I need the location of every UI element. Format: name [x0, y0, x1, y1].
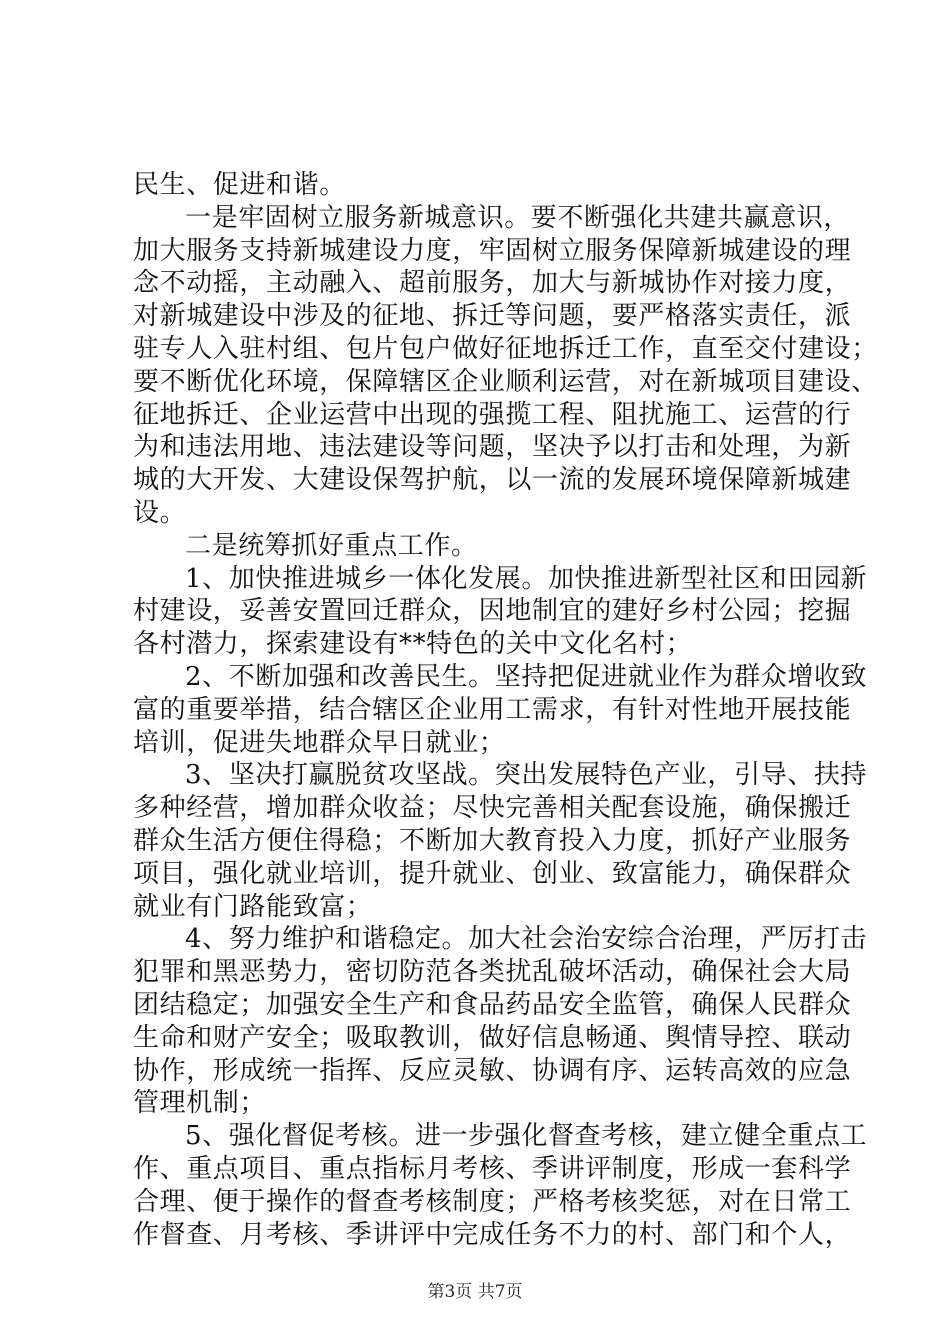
text-line: 1、加快推进城乡一体化发展。加快推进新型社区和田园新 — [185, 563, 868, 594]
document-body — [133, 169, 878, 1251]
text-line: 3、坚决打赢脱贫攻坚战。突出发展特色产业，引导、扶持 — [185, 760, 868, 791]
text-line: 培训，促进失地群众早日就业； — [133, 727, 506, 758]
page-footer: 第3页 共7页 — [427, 1282, 523, 1302]
text-line: 多种经营，增加群众收益；尽快完善相关配套设施，确保搬迁 — [133, 793, 852, 824]
text-line: 犯罪和黑恶势力，密切防范各类扰乱破坏活动，确保社会大局 — [133, 957, 852, 988]
text-line: 团结稳定；加强安全生产和食品药品安全监管，确保人民群众 — [133, 989, 852, 1020]
text-line: 管理机制； — [133, 1088, 267, 1119]
text-line: 2、不断加强和改善民生。坚持把促进就业作为群众增收致 — [185, 661, 868, 692]
text-line: 一是牢固树立服务新城意识。要不断强化共建共赢意识， — [185, 202, 851, 233]
text-line: 合理、便于操作的督查考核制度；严格考核奖惩，对在日常工 — [133, 1186, 852, 1217]
text-line: 驻专人入驻村组、包片包户做好征地拆迁工作，直至交付建设； — [133, 333, 878, 364]
text-line: 加大服务支持新城建设力度，牢固树立服务保障新城建设的理 — [133, 235, 852, 266]
text-line: 设。 — [133, 497, 187, 528]
text-line: 项目，强化就业培训，提升就业、创业、致富能力，确保群众 — [133, 858, 852, 889]
text-line: 就业有门路能致富； — [133, 891, 373, 922]
text-line: 为和违法用地、违法建设等问题，坚决予以打击和处理，为新 — [133, 432, 852, 463]
text-line: 作、重点项目、重点指标月考核、季讲评制度，形成一套科学 — [133, 1153, 852, 1184]
text-line: 村建设，妥善安置回迁群众，因地制宜的建好乡村公园；挖掘 — [133, 596, 852, 627]
text-line: 4、努力维护和谐稳定。加大社会治安综合治理，严厉打击 — [185, 924, 868, 955]
text-line: 5、强化督促考核。进一步强化督查考核，建立健全重点工 — [185, 1121, 868, 1152]
text-line: 对新城建设中涉及的征地、拆迁等问题，要严格落实责任，派 — [133, 301, 852, 332]
text-line: 念不动摇，主动融入、超前服务，加大与新城协作对接力度， — [133, 268, 852, 299]
text-line: 生命和财产安全；吸取教训，做好信息畅通、舆情导控、联动 — [133, 1022, 852, 1053]
text-line: 协作，形成统一指挥、反应灵敏、协调有序、运转高效的应急 — [133, 1055, 852, 1086]
text-line: 群众生活方便住得稳；不断加大教育投入力度，抓好产业服务 — [133, 825, 852, 856]
text-line: 二是统筹抓好重点工作。 — [185, 530, 478, 561]
text-line: 各村潜力，探索建设有**特色的关中文化名村； — [133, 629, 693, 660]
text-line: 城的大开发、大建设保驾护航，以一流的发展环境保障新城建 — [133, 465, 852, 496]
text-line: 征地拆迁、企业运营中出现的强揽工程、阻扰施工、运营的行 — [133, 399, 852, 430]
text-line: 富的重要举措，结合辖区企业用工需求，有针对性地开展技能 — [133, 694, 852, 725]
text-line: 民生、促进和谐。 — [133, 170, 346, 200]
text-line: 作督查、月考核、季讲评中完成任务不力的村、部门和个人， — [133, 1219, 852, 1250]
text-line: 要不断优化环境，保障辖区企业顺利运营，对在新城项目建设、 — [133, 366, 878, 397]
